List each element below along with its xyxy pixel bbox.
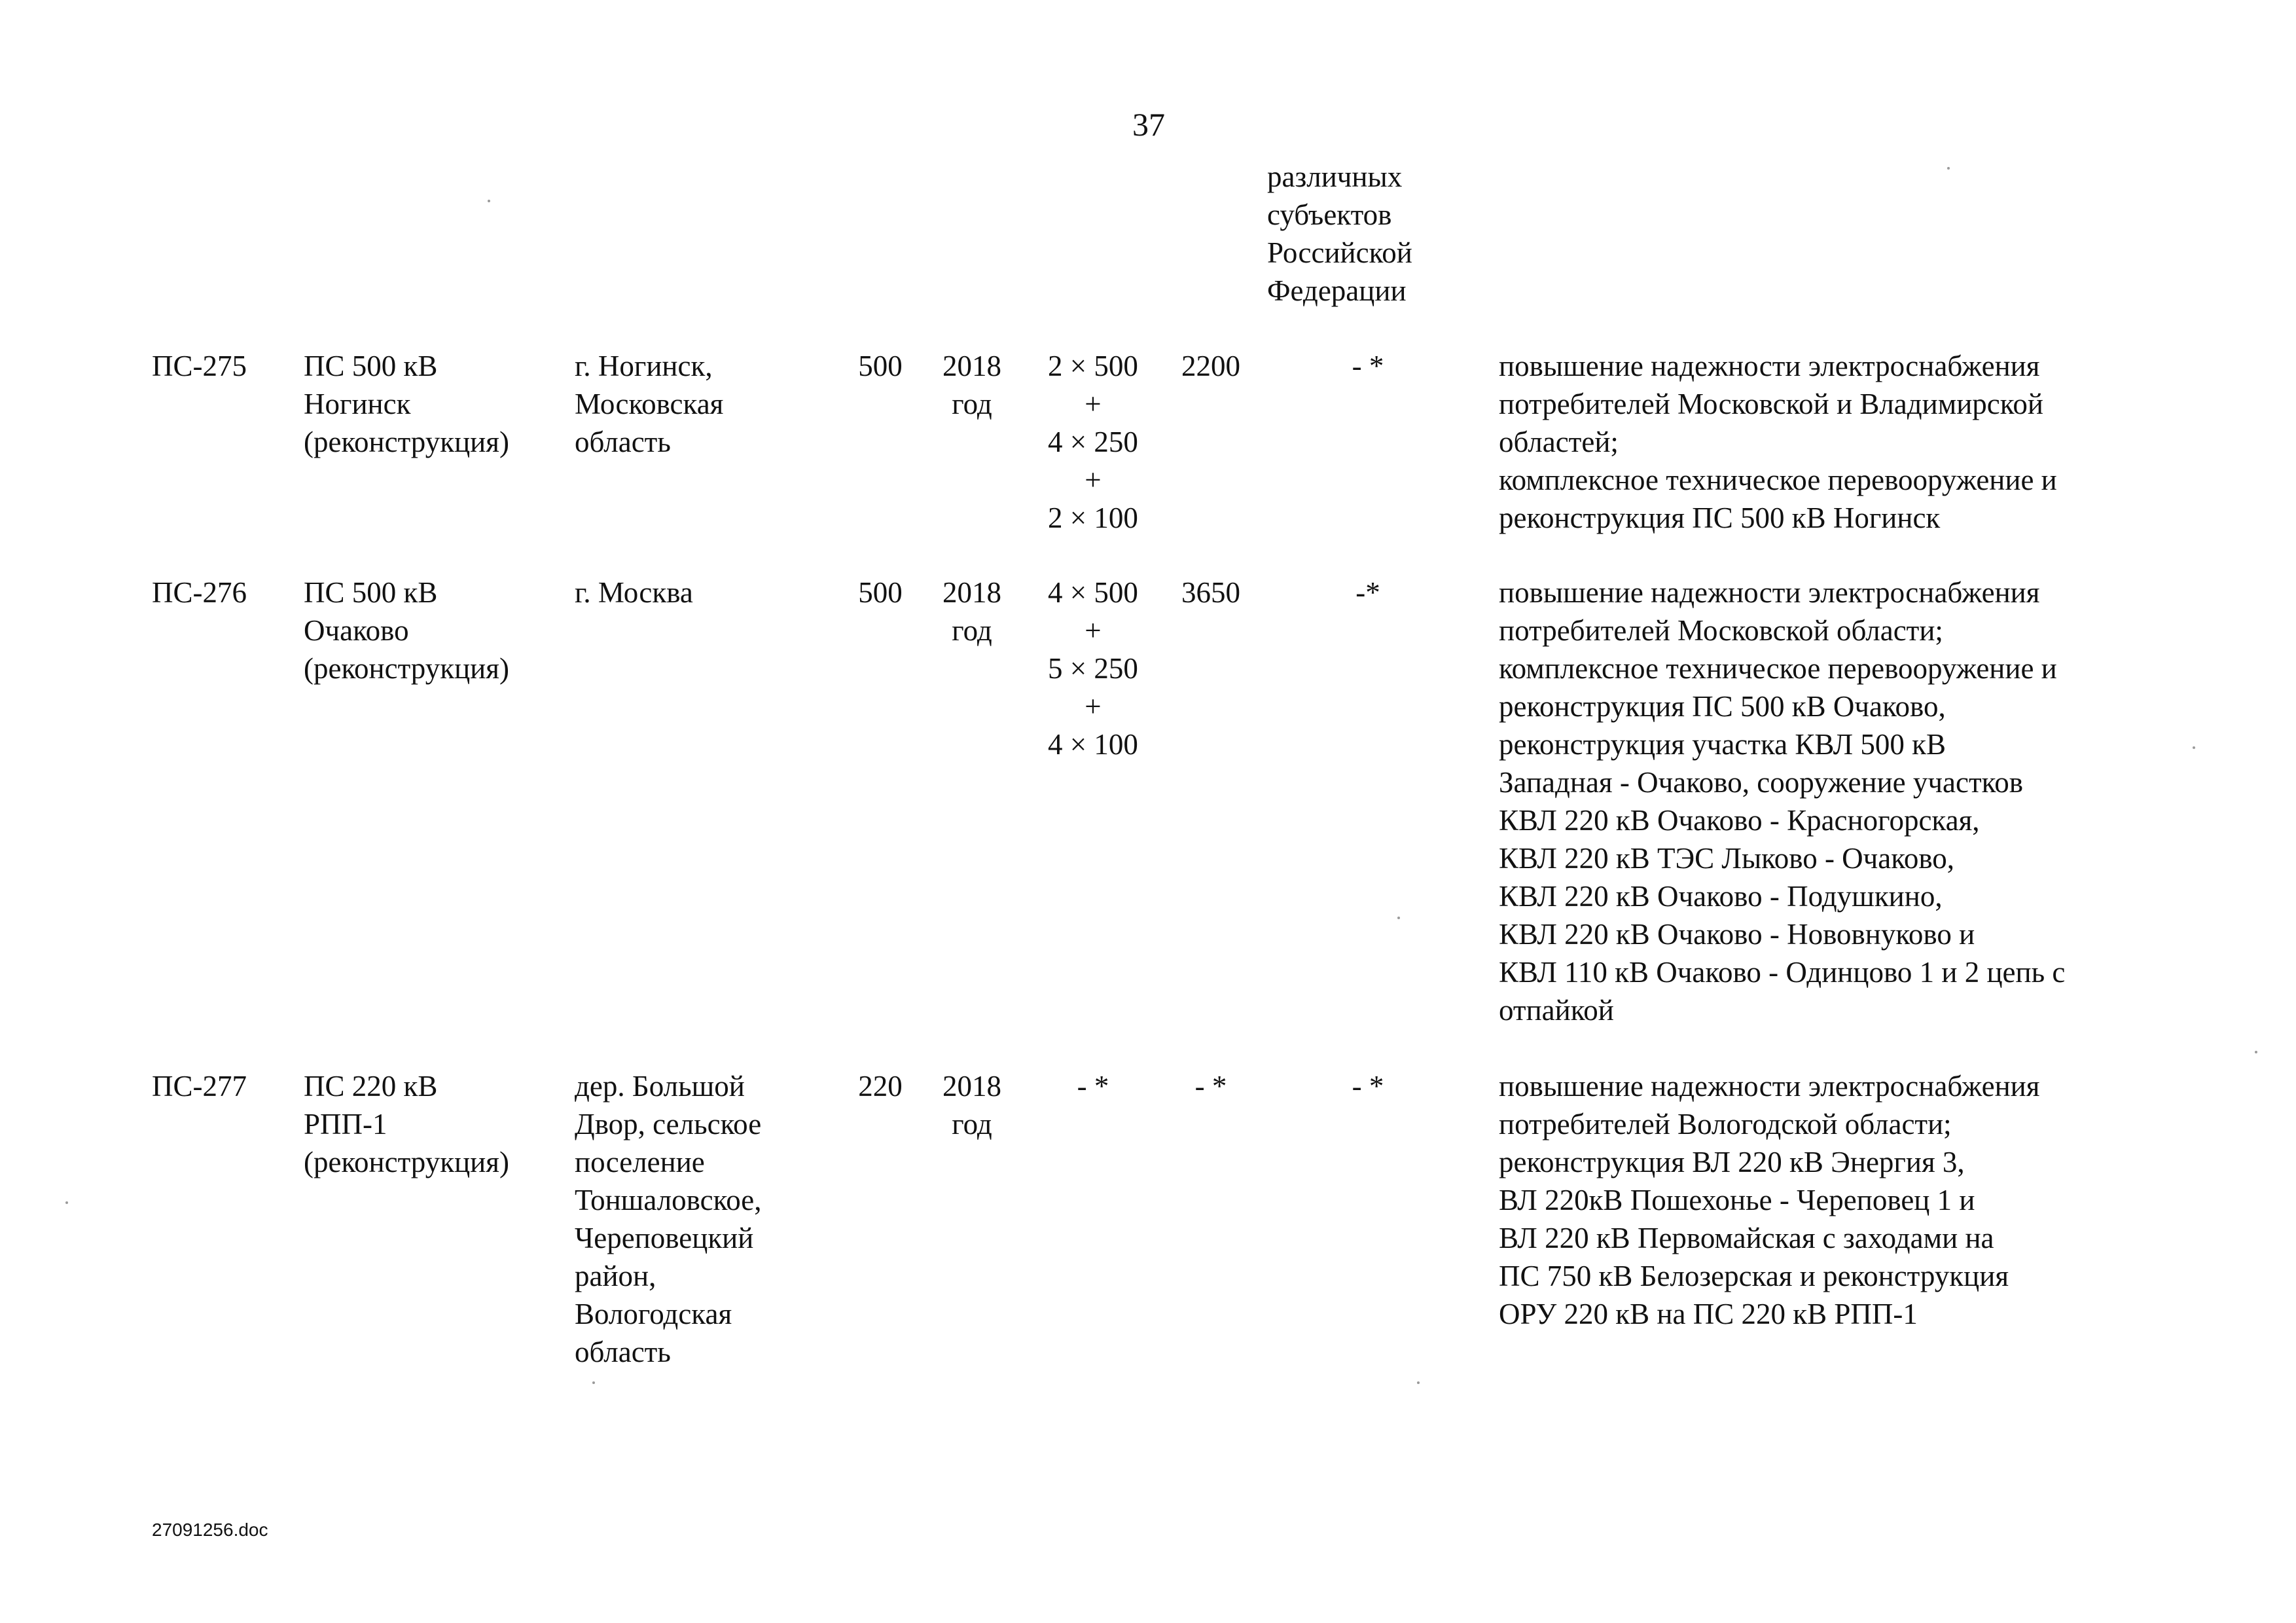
scan-speck xyxy=(488,200,490,202)
scan-speck xyxy=(2193,746,2195,749)
row-year: 2018 год xyxy=(942,576,1001,647)
document-id-footer: 27091256.doc xyxy=(152,1520,268,1540)
scan-speck xyxy=(2255,1051,2257,1053)
row-transformers: 2 × 500 + 4 × 250 + 2 × 100 xyxy=(1048,350,1138,534)
row-location: дер. Большой Двор, сельское поселение Тоншаловское, Череповецкий район, Вологодская область xyxy=(575,1070,762,1368)
row-location: г. Москва xyxy=(575,576,693,609)
scan-speck xyxy=(1417,1381,1420,1384)
row-transformers: - * xyxy=(1077,1070,1109,1103)
scan-speck xyxy=(1947,167,1950,170)
row-code: ПС-277 xyxy=(152,1070,247,1103)
row-year: 2018 год xyxy=(942,350,1001,420)
row-voltage: 500 xyxy=(858,576,903,609)
row-power: - * xyxy=(1194,1070,1227,1103)
row-voltage: 500 xyxy=(858,350,903,382)
row-voltage: 220 xyxy=(858,1070,903,1103)
row-facility-name: ПС 500 кВ Очаково (реконструкция) xyxy=(304,576,509,685)
row-subjects: - * xyxy=(1352,1070,1384,1103)
scan-speck xyxy=(592,1381,595,1384)
scan-speck xyxy=(1397,917,1400,919)
scan-speck xyxy=(65,1201,68,1204)
page-number: 37 xyxy=(1132,106,1165,143)
row-code: ПС-275 xyxy=(152,350,247,382)
row-purpose: повышение надежности электроснабжения потребителей Московской области; комплексное техническое перевооружение и реконструкция ПС 500 кВ Очаково, реконструкция участка КВЛ 500 кВ Западная - Очаково, сооружение участков КВЛ 220 кВ Очаково - Красногорская, КВЛ 220 кВ ТЭС Лыково - Очаково, КВЛ 220 кВ Очаково - Подушкино, КВЛ 220 кВ Очаково - Нововнуково и КВЛ 110 кВ Очаково - Одинцово 1 и 2 цепь с отпайкой xyxy=(1499,576,2066,1027)
subjects-header-continuation: различных субъектов Российской Федерации xyxy=(1267,160,1412,307)
row-power: 3650 xyxy=(1181,576,1240,609)
row-transformers: 4 × 500 + 5 × 250 + 4 × 100 xyxy=(1048,576,1138,761)
row-code: ПС-276 xyxy=(152,576,247,609)
row-year: 2018 год xyxy=(942,1070,1001,1140)
row-subjects: - * xyxy=(1352,350,1384,382)
row-power: 2200 xyxy=(1181,350,1240,382)
row-facility-name: ПС 500 кВ Ногинск (реконструкция) xyxy=(304,350,509,458)
row-location: г. Ногинск, Московская область xyxy=(575,350,724,458)
row-purpose: повышение надежности электроснабжения потребителей Вологодской области; реконструкция ВЛ 220 кВ Энергия 3, ВЛ 220кВ Пошехонье - Череповец 1 и ВЛ 220 кВ Первомайская с заходами на ПС 750 кВ Белозерская и реконструкция ОРУ 220 кВ на ПС 220 кВ РПП-1 xyxy=(1499,1070,2040,1330)
row-subjects: -* xyxy=(1355,576,1380,609)
row-purpose: повышение надежности электроснабжения потребителей Московской и Владимирской областей; комплексное техническое перевооружение и реконструкция ПС 500 кВ Ногинск xyxy=(1499,350,2057,534)
row-facility-name: ПС 220 кВ РПП-1 (реконструкция) xyxy=(304,1070,509,1178)
